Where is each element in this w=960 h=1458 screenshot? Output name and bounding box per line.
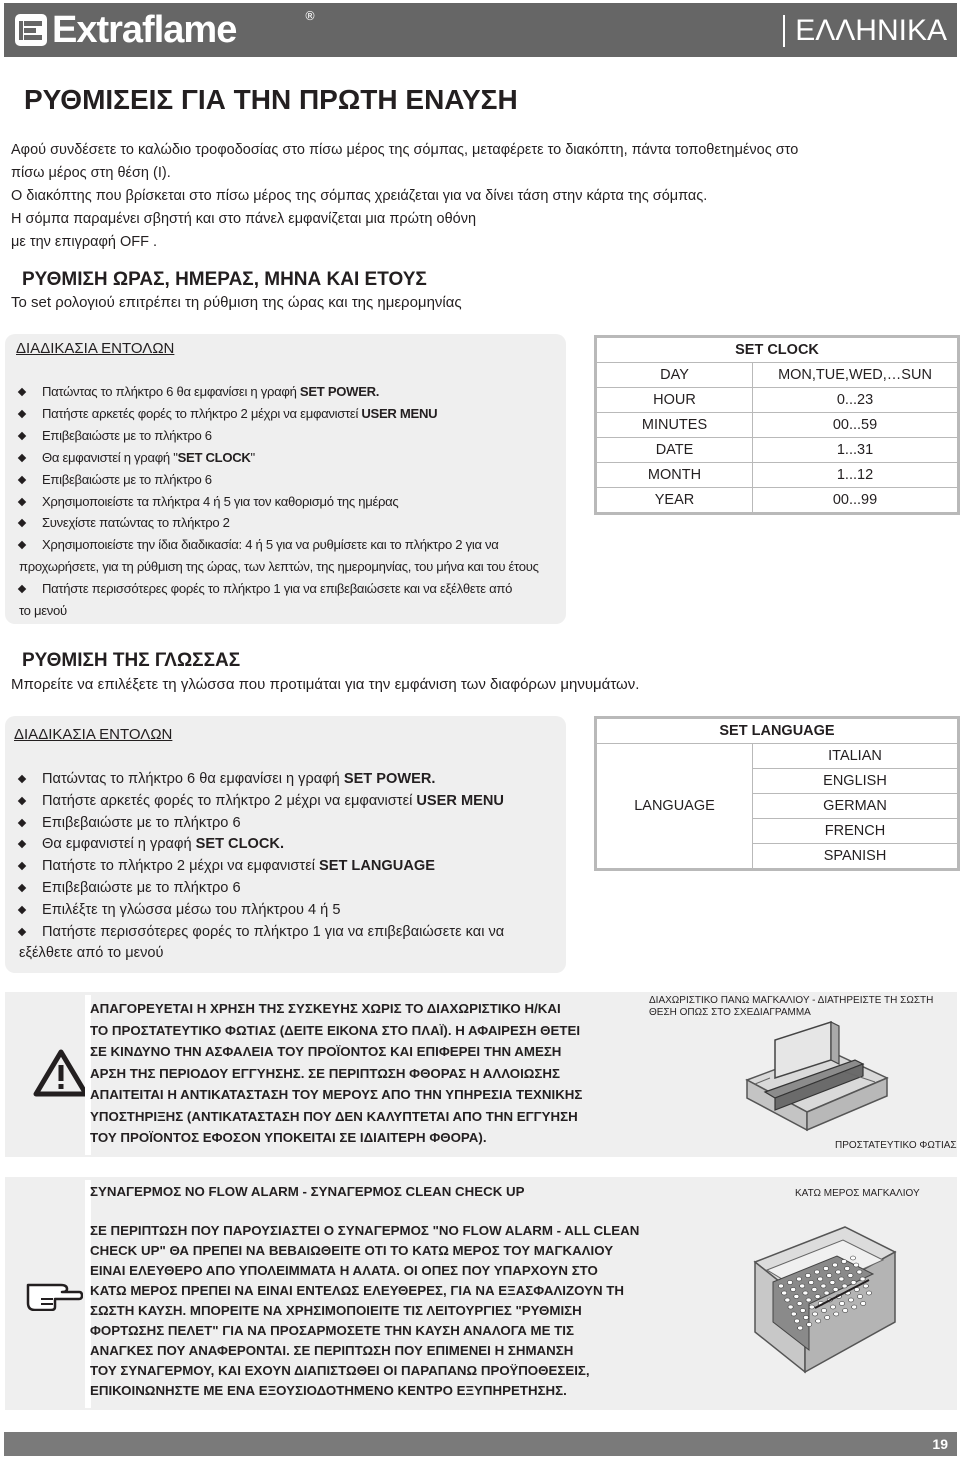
clock-procedure-title: ΔΙΑΔΙΚΑΣΙΑ ΕΝΤΟΛΩΝ — [16, 340, 175, 357]
bullet-diamond-icon — [18, 585, 26, 593]
bullet-diamond-icon — [18, 475, 26, 483]
brazier-hole — [830, 1305, 835, 1309]
brazier-hole — [852, 1305, 857, 1309]
clock-row-label: MONTH — [597, 463, 753, 488]
brazier-hole — [805, 1274, 810, 1278]
bullet-diamond-icon — [18, 519, 26, 527]
brazier-hole — [809, 1281, 814, 1285]
brazier-hole — [848, 1274, 853, 1278]
brazier-hole — [857, 1270, 862, 1274]
brazier-hole — [860, 1277, 865, 1281]
clock-row-label: YEAR — [597, 488, 753, 513]
step-text: Θα εμφανιστεί η γραφή — [42, 836, 196, 853]
text-line: ΣΕ ΠΕΡΙΠΤΩΣΗ ΠΟΥ ΠΑΡΟΥΣΙΑΣΤΕΙ Ο ΣΥΝΑΓΕΡΜΟΣ "NO FLOW ALARM - ALL CLEAN — [90, 1223, 640, 1238]
step-item — [15, 403, 539, 425]
page-header — [4, 3, 957, 57]
pointing-hand-icon — [25, 1277, 83, 1311]
text-line: ΑΡΣΗ ΤΗΣ ΠΕΡΙΟΔΟΥ ΕΓΓΥΗΣΗΣ. ΣΕ ΠΕΡΙΠΤΩΣΗ ΦΘΟΡΑΣ Η ΑΛΛΟΙΩΣΗΣ — [90, 1065, 560, 1081]
step-text: Επιβεβαιώστε με το πλήκτρο 6 — [42, 471, 212, 487]
language-label: ΕΛΛΗΝΙΚΑ — [795, 14, 947, 47]
step-text: εξέλθετε από το μενού — [19, 945, 164, 962]
intro-line: με την επιγραφή OFF . — [11, 234, 158, 250]
clock-row-label: DAY — [597, 363, 753, 388]
brazier-hole — [794, 1295, 799, 1299]
brazier-hole — [830, 1281, 835, 1285]
brazier-hole — [803, 1316, 808, 1320]
brazier-hole — [800, 1309, 805, 1313]
clock-procedure-box — [5, 334, 566, 624]
clock-section-subtitle: Το set ρολογιού επιτρέπει τη ρύθμιση της ώρας και της ημερομηνίας — [11, 294, 462, 311]
intro-line: Αφού συνδέσετε το καλώδιο τροφοδοσίας στο πίσω μέρος της σόμπας, μεταφέρετε το διακόπτη, πάντα τοποθετημένος στο — [11, 142, 799, 158]
set-clock-title: SET CLOCK — [597, 338, 958, 363]
bullet-diamond-icon — [18, 388, 26, 396]
language-section-subtitle: Μπορείτε να επιλέξετε τη γλώσσα που προτιμάται για την εμφάνιση των διαφόρων μηνυμάτων. — [11, 676, 640, 693]
language-option: GERMAN — [753, 794, 958, 819]
brazier-hole — [845, 1267, 850, 1271]
step-item — [15, 469, 539, 491]
step-item — [15, 834, 504, 856]
step-item — [15, 512, 539, 534]
brazier-hole — [796, 1277, 801, 1281]
step-text: προχωρήσετε, για τη ρύθμιση της ώρας, των λεπτών, της ημερομηνίας, του μήνα και του έτους — [19, 559, 539, 575]
language-section-heading: ΡΥΘΜΙΣΗ ΤΗΣ ΓΛΩΣΣΑΣ — [22, 650, 241, 671]
text-line: ΚΑΤΩ ΜΕΡΟΣ ΠΡΕΠΕΙ ΝΑ ΕΙΝΑΙ ΕΝΤΕΛΩΣ ΕΛΕΥΘΕΡΕΣ, ΓΙΑ ΝΑ ΕΞΑΣΦΑΛΙΖΟΥΝ ΤΗ — [90, 1283, 624, 1298]
step-text: Θα εμφανιστεί η γραφή " — [42, 449, 178, 465]
brazier-divider-drawing — [735, 1020, 895, 1142]
step-text: Πατήστε αρκετές φορές το πλήκτρο 2 μέχρι να εμφανιστεί — [42, 405, 362, 421]
step-item — [15, 600, 539, 622]
brazier-hole — [832, 1263, 837, 1267]
brazier-hole — [791, 1288, 796, 1292]
clock-row-label: DATE — [597, 438, 753, 463]
bullet-diamond-icon — [18, 410, 26, 418]
brazier-hole — [821, 1284, 826, 1288]
brand-logo — [4, 3, 236, 57]
text-line: ΕΙΝΑΙ ΕΛΕΥΘΕΡΟ ΑΠΟ ΥΠΟΛΕΙΜΜΑΤΑ Η ΑΛΑΤΑ. ΟΙ ΟΠΕΣ ΠΟΥ ΥΠΑΡΧΟΥΝ ΣΤΟ — [90, 1263, 598, 1278]
brazier-hole — [807, 1323, 812, 1327]
brazier-hole — [842, 1284, 847, 1288]
clock-row — [597, 463, 958, 488]
step-item — [15, 534, 539, 556]
step-text: Πατήστε το πλήκτρο 2 μέχρι να εμφανιστεί — [42, 858, 319, 875]
registered-mark: ® — [304, 9, 316, 23]
brazier-hole — [814, 1270, 819, 1274]
brazier-bottom-caption: ΚΑΤΩ ΜΕΡΟΣ ΜΑΓΚΑΛΙΟΥ — [795, 1188, 920, 1199]
brazier-hole — [794, 1319, 799, 1323]
text-line: ΤΟ ΠΡΟΣΤΑΤΕΥΤΙΚΟ ΦΩΤΙΑΣ (ΔΕΙΤΕ ΕΙΚΟΝΑ ΣΤΟ ΠΛΑΪ). Η ΑΦΑΙΡΕΣΗ ΘΕΤΕΙ — [90, 1022, 581, 1038]
brazier-hole — [825, 1316, 830, 1320]
brazier-hole — [857, 1295, 862, 1299]
brazier-hole — [815, 1295, 820, 1299]
step-item — [15, 922, 504, 944]
warning-box — [5, 992, 957, 1157]
bullet-diamond-icon — [18, 775, 26, 783]
language-option: SPANISH — [753, 844, 958, 869]
text-line: ΑΠΑΙΤΕΙΤΑΙ Η ΑΝΤΙΚΑΤΑΣΤΑΣΗ ΤΟΥ ΜΕΡΟΥΣ ΑΠΟ ΤΗΝ ΥΠΗΡΕΣΙΑ ΤΕΧΝΙΚΗΣ — [90, 1087, 583, 1102]
step-item — [15, 878, 504, 900]
brazier-hole — [806, 1298, 811, 1302]
brazier-hole — [839, 1302, 844, 1306]
text-line: ΑΝΑΓΚΕΣ ΠΟΥ ΑΝΑΦΕΡΟΝΤΑΙ. ΣΕ ΠΕΡΙΠΤΩΣΗ ΠΟΥ ΕΠΙΜΕΝΕΙ Η ΣΗΜΑΝΣΗ — [90, 1343, 574, 1358]
step-item — [15, 447, 539, 469]
text-line: ΥΠΟΣΤΗΡΙΞΗΣ (ΑΝΤΙΚΑΤΑΣΤΑΣΗ ΠΟΥ ΔΕΝ ΚΑΛΥΠΤΕΤΑΙ ΑΠΟ ΤΗΝ ΕΓΓΥΗΣΗ — [90, 1108, 578, 1124]
brazier-hole — [778, 1284, 783, 1288]
brazier-hole — [833, 1288, 838, 1292]
alarm-box — [5, 1177, 957, 1410]
clock-row — [597, 413, 958, 438]
step-text: Χρησιμοποιείστε τα πλήκτρα 4 ή 5 για τον καθορισμό της ημέρας — [42, 493, 399, 509]
step-text: Πατήστε περισσότερες φορές το πλήκτρο 1 για να επιβεβαιώσετε και να εξέλθετε από — [42, 581, 513, 597]
text-line: CHECK UP" ΘΑ ΠΡΕΠΕΙ ΝΑ ΒΕΒΑΙΩΘΕΙΤΕ ΟΤΙ ΤΟ ΚΑΤΩ ΜΕΡΟΣ ΤΟΥ ΜΑΓΚΑΛΙΟΥ — [90, 1243, 614, 1258]
step-item — [15, 856, 504, 878]
clock-row-label: HOUR — [597, 388, 753, 413]
bullet-diamond-icon — [18, 862, 26, 870]
warning-text — [90, 998, 630, 1149]
language-procedure-title: ΔΙΑΔΙΚΑΣΙΑ ΕΝΤΟΛΩΝ — [14, 726, 173, 743]
intro-text — [11, 139, 956, 254]
step-text: Επιβεβαιώστε με το πλήκτρο 6 — [42, 879, 241, 896]
step-item — [15, 943, 504, 965]
footer-bar — [4, 1432, 957, 1456]
brazier-hole — [798, 1326, 803, 1330]
brazier-hole — [791, 1312, 796, 1316]
brazier-hole — [812, 1288, 817, 1292]
alarm-title: ΣΥΝΑΓΕΡΜΟΣ NO FLOW ALARM - ΣΥΝΑΓΕΡΜΟΣ CLEAN CHECK UP — [90, 1184, 525, 1199]
step-keyword: USER MENU — [416, 792, 504, 809]
step-keyword: SET POWER. — [299, 384, 380, 399]
brazier-hole — [818, 1277, 823, 1281]
bullet-diamond-icon — [18, 840, 26, 848]
brazier-hole — [861, 1302, 866, 1306]
step-item — [15, 491, 539, 513]
step-text: Επιλέξτε τη γλώσσα μέσω του πλήκτρου 4 ή 5 — [42, 901, 341, 918]
language-option: ITALIAN — [753, 744, 958, 769]
intro-line: πίσω μέρος στη θέση (I). — [11, 165, 171, 181]
brazier-hole — [836, 1270, 841, 1274]
bullet-diamond-icon — [18, 541, 26, 549]
step-text: Χρησιμοποιείστε την ίδια διαδικασία: 4 ή 5 για να ρυθμίσετε και το πλήκτρο 2 για να — [42, 537, 499, 553]
bullet-diamond-icon — [18, 818, 26, 826]
step-text: Πατώντας το πλήκτρο 6 θα εμφανίσει η γραφή — [42, 771, 344, 787]
step-text: Πατήστε αρκετές φορές το πλήκτρο 2 μέχρι να εμφανιστεί — [42, 792, 417, 809]
clock-row — [597, 438, 958, 463]
text-line: ΣΩΣΤΗ ΚΑΥΣΗ. ΜΠΟΡΕΙΤΕ ΝΑ ΧΡΗΣΙΜΟΠΟΙΕΙΤΕ ΤΙΣ ΛΕΙΤΟΥΡΓΙΕΣ "ΡΥΘΜΙΣΗ — [90, 1303, 582, 1318]
page-title: ΡΥΘΜΙΣΕΙΣ ΓΙΑ ΤΗΝ ΠΡΩΤΗ ΕΝΑΥΣΗ — [24, 84, 518, 115]
set-language-title: SET LANGUAGE — [597, 719, 958, 744]
bullet-diamond-icon — [18, 797, 26, 805]
step-text: το μενού — [19, 603, 67, 619]
brazier-hole — [827, 1274, 832, 1278]
text-line: ΑΠΑΓΟΡΕΥΕΤΑΙ Η ΧΡΗΣΗ ΤΗΣ ΣΥΣΚΕΥΗΣ ΧΩΡΙΣ ΤΟ ΔΙΑΧΩΡΙΣΤΙΚΟ Η/ΚΑΙ — [90, 1001, 561, 1016]
bullet-diamond-icon — [18, 453, 26, 461]
step-item — [15, 769, 504, 791]
fire-guard-caption: ΠΡΟΣΤΑΤΕΥΤΙΚΟ ΦΩΤΙΑΣ — [835, 1140, 957, 1151]
brazier-hole — [843, 1309, 848, 1313]
brazier-hole — [841, 1260, 846, 1264]
clock-row-value: 1...31 — [753, 438, 958, 463]
brazier-hole — [848, 1298, 853, 1302]
step-text: Πατώντας το πλήκτρο 6 θα εμφανίσει η γραφή — [42, 384, 300, 399]
step-item — [15, 425, 539, 447]
clock-row-value: 00...59 — [753, 413, 958, 438]
brazier-hole — [800, 1284, 805, 1288]
text-line: ΦΟΡΤΩΣΗΣ ΠΕΛΕΤ" ΓΙΑ ΝΑ ΠΡΟΣΑΡΜΟΣΕΤΕ ΤΗΝ ΚΑΥΣΗ ΑΝΑΛΟΓΑ ΜΕ ΤΙΣ — [90, 1323, 574, 1338]
language-row — [597, 744, 958, 769]
language-separator — [783, 15, 785, 47]
step-keyword: SET CLOCK. — [195, 836, 284, 853]
brazier-hole — [788, 1305, 793, 1309]
alarm-text — [90, 1221, 650, 1401]
language-procedure-box — [5, 716, 566, 973]
step-text: Πατήστε περισσότερες φορές το πλήκτρο 1 για να επιβεβαιώσετε και να — [42, 923, 505, 940]
step-text: Επιβεβαιώστε με το πλήκτρο 6 — [42, 814, 241, 831]
step-item — [15, 556, 539, 578]
language-label: LANGUAGE — [597, 744, 753, 869]
brazier-hole — [782, 1291, 787, 1295]
brazier-hole — [850, 1256, 855, 1260]
clock-row-value: 1...12 — [753, 463, 958, 488]
set-language-table — [594, 716, 960, 871]
step-item — [15, 813, 504, 835]
brazier-hole — [787, 1281, 792, 1285]
brazier-hole — [797, 1302, 802, 1306]
clock-row-label: MINUTES — [597, 413, 753, 438]
brazier-hole — [834, 1312, 839, 1316]
bullet-diamond-icon — [18, 497, 26, 505]
clock-section-heading: ΡΥΘΜΙΣΗ ΩΡΑΣ, ΗΜΕΡΑΣ, ΜΗΝΑ ΚΑΙ ΕΤΟΥΣ — [22, 269, 427, 290]
brazier-bottom-drawing — [745, 1222, 905, 1382]
text-line: ΤΟΥ ΣΥΝΑΓΕΡΜΟΥ, ΚΑΙ ΕΧΟΥΝ ΔΙΑΠΙΣΤΩΘΕΙ ΟΙ ΠΑΡΑΠΑΝΩ ΠΡΟΫΠΟΘΕΣΕΙΣ, — [90, 1363, 590, 1378]
clock-row-value: MON,TUE,WED,…SUN — [753, 363, 958, 388]
brazier-hole — [823, 1267, 828, 1271]
step-keyword: SET LANGUAGE — [319, 858, 435, 875]
clock-row — [597, 363, 958, 388]
bullet-diamond-icon — [18, 906, 26, 914]
clock-row-value: 0...23 — [753, 388, 958, 413]
brazier-hole — [812, 1312, 817, 1316]
brazier-hole — [803, 1291, 808, 1295]
bullet-diamond-icon — [18, 432, 26, 440]
language-option: ENGLISH — [753, 769, 958, 794]
brazier-hole — [851, 1281, 856, 1285]
bullet-diamond-icon — [18, 884, 26, 892]
brazier-hole — [839, 1277, 844, 1281]
brazier-hole — [863, 1284, 868, 1288]
clock-row — [597, 388, 958, 413]
brazier-hole — [854, 1263, 859, 1267]
text-line: ΤΟΥ ΠΡΟΪΟΝΤΟΣ ΕΦΟΣΟΝ ΥΠΟΚΕΙΤΑΙ ΣΕ ΙΔΙΑΙΤΕΡΗ ΦΘΟΡΑ). — [90, 1130, 487, 1145]
brazier-hole — [824, 1291, 829, 1295]
step-item — [15, 578, 539, 600]
clock-row — [597, 488, 958, 513]
language-steps-list — [15, 769, 504, 965]
step-text: Συνεχίστε πατώντας το πλήκτρο 2 — [42, 515, 230, 531]
step-item — [15, 791, 504, 813]
step-keyword: USER MENU — [361, 405, 438, 421]
step-keyword: SET CLOCK — [177, 449, 251, 465]
clock-row-value: 00...99 — [753, 488, 958, 513]
text-line: ΕΠΙΚΟΙΝΩΝΗΣΤΕ ΜΕ ΕΝΑ ΕΞΟΥΣΙΟΔΟΤΗΜΕΝΟ ΚΕΝΤΡΟ ΕΞΥΠΗΡΕΤΗΣΗΣ. — [90, 1383, 567, 1398]
clock-steps-list — [15, 381, 539, 622]
brazier-hole — [785, 1298, 790, 1302]
divider-caption: ΔΙΑΧΩΡΙΣΤΙΚΟ ΠΑΝΩ ΜΑΓΚΑΛΙΟΥ - ΔΙΑΤΗΡΕΙΣΤΕ ΤΗ ΣΩΣΤΗ ΘΕΣΗ ΟΠΩΣ ΣΤΟ ΣΧΕΔΙΑΓΡΑΜΜΑ — [649, 995, 934, 1018]
intro-line: Ο διακόπτης που βρίσκεται στο πίσω μέρος της σόμπας χρειάζεται για να δίνει τάση στην κάρτα της σόμπας. — [11, 188, 708, 204]
warning-triangle-icon — [33, 1048, 89, 1098]
language-option: FRENCH — [753, 819, 958, 844]
brazier-hole — [866, 1291, 871, 1295]
brand-name: Extraflame — [52, 8, 237, 51]
step-text-after: " — [250, 449, 255, 465]
page-number: 19 — [932, 1436, 948, 1452]
intro-line: Η σόμπα παραμένει σβηστή και στο πάνελ εμφανίζεται μια πρώτη οθόνη — [11, 211, 477, 227]
brazier-hole — [816, 1319, 821, 1323]
set-clock-table — [594, 335, 960, 515]
text-line: ΣΕ ΚΙΝΔΥΝΟ ΤΗΝ ΑΣΦΑΛΕΙΑ ΤΟΥ ΠΡΟΪΟΝΤΟΣ ΚΑΙ ΕΠΙΦΕΡΕΙ ΤΗΝ ΑΜΕΣΗ — [90, 1044, 562, 1059]
step-text: Επιβεβαιώστε με το πλήκτρο 6 — [42, 427, 212, 443]
step-item — [15, 381, 539, 403]
brazier-hole — [821, 1309, 826, 1313]
extraflame-logo-icon — [14, 13, 48, 47]
bullet-diamond-icon — [18, 927, 26, 935]
brazier-hole — [809, 1305, 814, 1309]
step-item — [15, 900, 504, 922]
step-keyword: SET POWER. — [343, 771, 436, 787]
